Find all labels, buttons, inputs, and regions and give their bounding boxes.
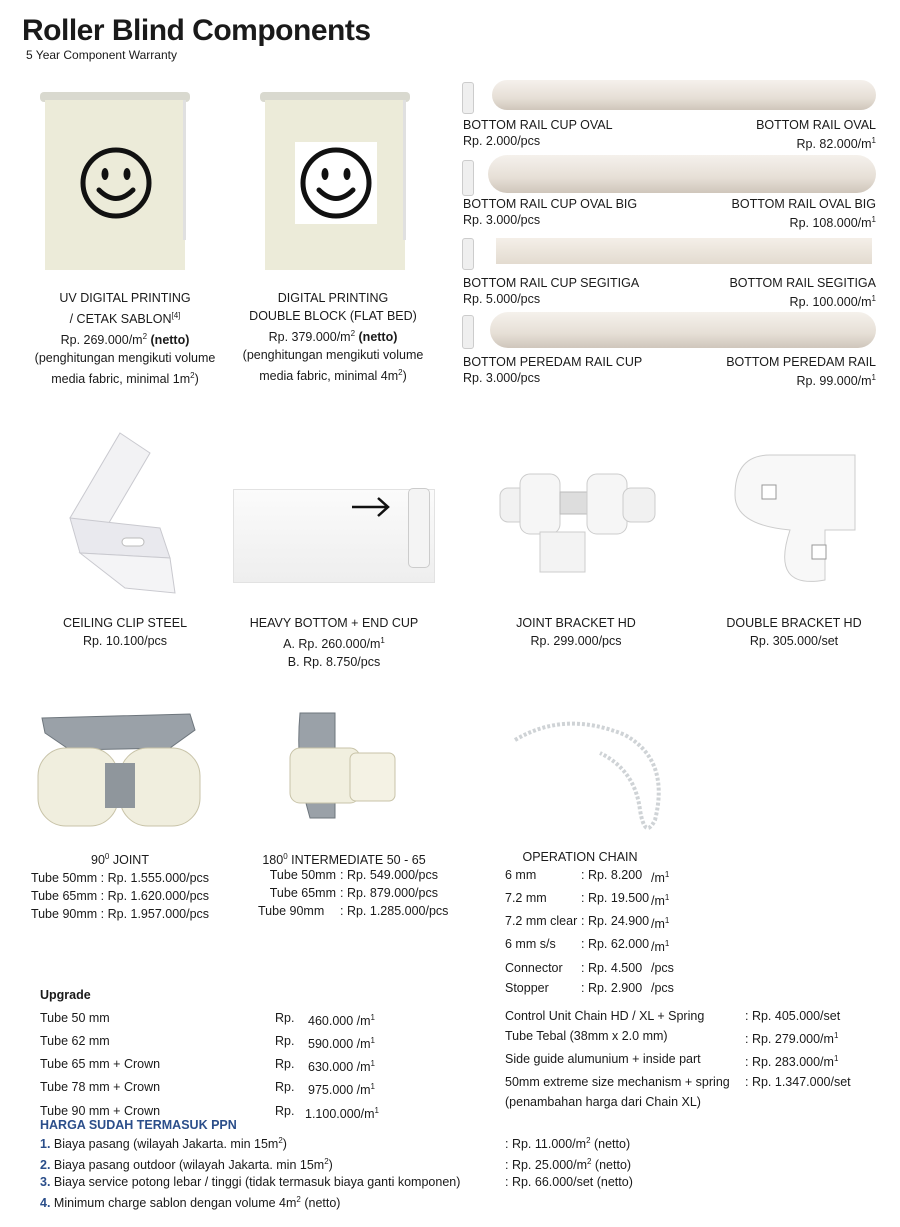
smiley-icon <box>300 147 372 219</box>
operation-chain-image <box>505 715 700 840</box>
bottom-rail-segitiga-image <box>496 238 872 264</box>
operation-chain-title: OPERATION CHAIN <box>522 850 638 864</box>
end-cup-image <box>408 488 430 568</box>
ceiling-clip-caption: CEILING CLIP STEEL Rp. 10.100/pcs <box>62 616 188 648</box>
intermediate-caption: $180^0$ INTERMEDIATE 50 - 65 <box>262 852 426 868</box>
rail-row-3: BOTTOM RAIL CUP SEGITIGA BOTTOM RAIL SEGITIGA Rp. 5.000/pcs Rp. $100.000/m^1$ <box>463 276 876 310</box>
rail-row-1: BOTTOM RAIL CUP OVAL BOTTOM RAIL OVAL Rp. 2.000/pcs Rp. $82.000/m^1$ <box>463 118 876 152</box>
page-title: Roller Blind Components <box>22 14 371 47</box>
intermediate-price-list: Tube 50mm : Rp. 549.000/pcs Tube 65mm : Rp. 879.000/pcs Tube 90mm : Rp. 1.285.000/pcs <box>258 868 449 918</box>
rail-row-2: BOTTOM RAIL CUP OVAL BIG BOTTOM RAIL OVAL BIG Rp. 3.000/pcs Rp. $108.000/m^1$ <box>463 197 876 231</box>
rail-row-4: BOTTOM PEREDAM RAIL CUP BOTTOM PEREDAM RAIL Rp. 3.000/pcs Rp. $99.000/m^1$ <box>463 355 876 389</box>
joint-90-image <box>30 708 205 833</box>
bottom-rail-oval-big-image <box>488 155 876 193</box>
ceiling-clip-image <box>50 428 180 608</box>
rail-cup-image <box>462 315 474 349</box>
rail-cup-image <box>462 160 474 196</box>
rail-cup-image <box>462 238 474 270</box>
double-bracket-caption: DOUBLE BRACKET HD Rp. 305.000/set <box>726 616 862 648</box>
upgrade-title: Upgrade <box>40 988 91 1002</box>
double-bracket-image <box>730 450 860 590</box>
joint-bracket-caption: JOINT BRACKET HD Rp. 299.000/pcs <box>516 616 636 648</box>
page-subtitle: 5 Year Component Warranty <box>26 48 177 62</box>
operation-chain-price-list: 6 mm : Rp. 8.200 $/m^1$ 7.2 mm : Rp. 19.500 $/m^1$ 7.2 mm clear : Rp. 24.900 $/m^1$ 6 mm s/s : Rp. 62.000 $/m^1$ Connector : Rp. 4.500 /pcs Stopper : Rp. 2.900 /pcs <box>505 868 674 995</box>
upgrade-price-list: Tube 50 mm Rp. 460.000 $/m^1$ Tube 62 mm Rp. 590.000 $/m^1$ Tube 65 mm + Crown Rp. 630.000 $/m^1$ Tube 78 mm + Crown Rp. 975.000 $/m^1$ Tube 90 mm + Crown Rp. $1.100.000/m^1$ <box>40 1011 379 1121</box>
bottom-peredam-rail-image <box>490 312 876 348</box>
heavy-bottom-image <box>233 489 435 583</box>
smiley-icon <box>80 147 152 219</box>
joint-90-caption: $90^0$ JOINT Tube 50mm : Rp. 1.555.000/pcs Tube 65mm : Rp. 1.620.000/pcs Tube 90mm : Rp. 1.957.000/pcs <box>30 852 210 922</box>
digital-printing-caption: DIGITAL PRINTING DOUBLE BLOCK (FLAT BED) Rp. $379.000/m^2$ (netto) (penghitungan mengikuti volume media fabric, minimal $4m^2$) <box>242 291 424 384</box>
joint-bracket-image <box>495 460 665 580</box>
uv-printing-caption: UV DIGITAL PRINTING / CETAK SABLON[4] Rp. $269.000/m^2$ (netto) (penghitungan mengikuti volume media fabric, minimal $1m^2$) <box>34 291 216 387</box>
bottom-rail-oval-image <box>492 80 876 110</box>
notes-list: 1. Biaya pasang (wilayah Jakarta. $\min 15m^2$) : Rp. $11.000/m^2$ (netto) 2. Biaya pasang outdoor (wilayah Jakarta. $\min 15m^2$) : Rp. $25.000/m^2$ (netto) 3. Biaya service potong lebar / tinggi (tidak termasuk biaya ganti komponen) : Rp. 66.000/set (netto) 4. Minimum charge sablon dengan volume $4m^2$ (netto) <box>40 1136 633 1211</box>
rail-cup-image <box>462 82 474 114</box>
intermediate-180-image <box>280 708 410 828</box>
arrow-right-icon <box>350 496 392 518</box>
extras-price-list: Control Unit Chain HD / XL + Spring : Rp. 405.000/set Tube Tebal (38mm x 2.0 mm) : Rp. $279.000/m^1$ Side guide alumunium + inside part : Rp. $283.000/m^1$ 50mm extreme size mechanism + spring : Rp. 1.347.000/set (penambahan harga dari Chain XL) <box>505 1009 851 1110</box>
heavy-bottom-caption: HEAVY BOTTOM + END CUP A. Rp. $260.000/m^1$ B. Rp. 8.750/pcs <box>249 616 419 670</box>
notes-title: HARGA SUDAH TERMASUK PPN <box>40 1118 237 1132</box>
